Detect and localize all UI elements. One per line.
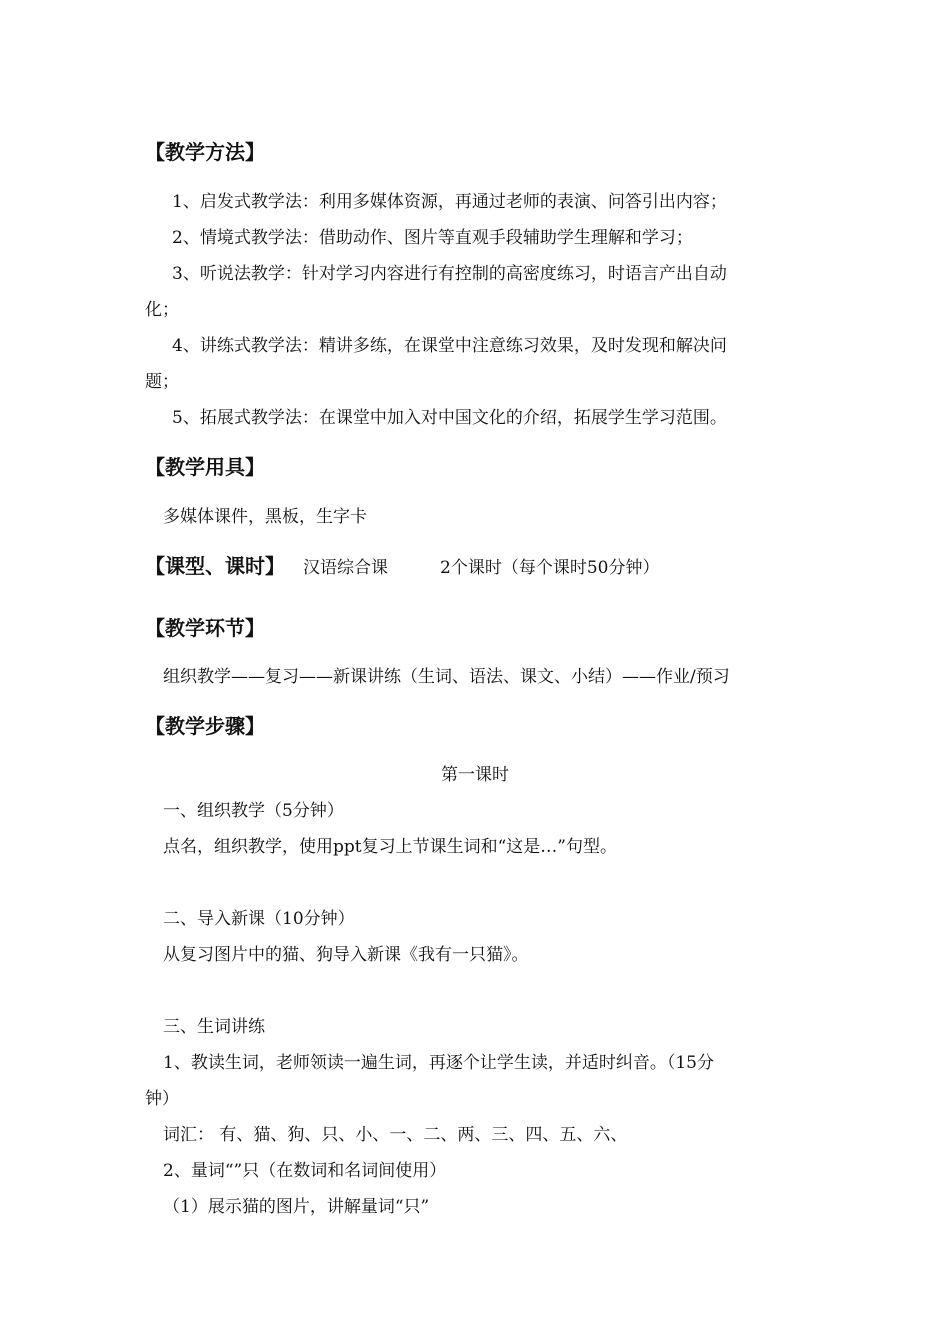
vocab-list: 词汇： 有、猫、狗、只、小、一、二、两、三、四、五、六、	[163, 1125, 628, 1145]
section-heading-tools: 【教学用具】	[145, 455, 265, 479]
stages-text: 组织教学——复习——新课讲练（生词、语法、课文、小结）——作业/预习	[163, 667, 730, 687]
method-item-5: 5、拓展式教学法：在课堂中加入对中国文化的介绍，拓展学生学习范围。	[172, 408, 727, 428]
method-item-1: 1、启发式教学法：利用多媒体资源，再通过老师的表演、问答引出内容；	[172, 192, 727, 212]
step-intro-text: 从复习图片中的猫、狗导入新课《我有一只猫》。	[163, 945, 529, 965]
section-heading-stages: 【教学环节】	[145, 616, 265, 640]
step-intro-title: 二、导入新课（10分钟）	[163, 909, 355, 929]
step-vocab-item-2-sub-1: （1）展示猫的图片，讲解量词“只”	[163, 1197, 430, 1217]
tools-text: 多媒体课件，黑板，生字卡	[163, 507, 367, 527]
section-heading-steps: 【教学步骤】	[145, 714, 265, 738]
lesson-hours-value: 2个课时（每个课时50分钟）	[440, 558, 660, 578]
lesson-type-heading: 【课型、课时】	[145, 554, 285, 578]
step-organize-title: 一、组织教学（5分钟）	[163, 801, 344, 821]
method-item-4-cont: 题；	[145, 372, 179, 392]
step-vocab-item-1-cont: 钟）	[145, 1089, 179, 1109]
method-item-3: 3、听说法教学：针对学习内容进行有控制的高密度练习，时语言产出自动	[172, 264, 727, 284]
step-vocab-title: 三、生词讲练	[163, 1017, 265, 1037]
method-item-3-cont: 化；	[145, 300, 179, 320]
method-item-2: 2、情境式教学法：借助动作、图片等直观手段辅助学生理解和学习；	[172, 228, 693, 248]
step-vocab-item-2: 2、量词“”只（在数词和名词间使用）	[163, 1161, 447, 1181]
step-vocab-item-1: 1、教读生词，老师领读一遍生词，再逐个让学生读，并适时纠音。（15分	[163, 1053, 714, 1073]
step-organize-text: 点名，组织教学，使用ppt复习上节课生词和“这是…”句型。	[163, 837, 617, 857]
method-item-4: 4、讲练式教学法：精讲多练，在课堂中注意练习效果，及时发现和解决问	[172, 336, 727, 356]
session-title: 第一课时	[441, 765, 509, 785]
lesson-type-value: 汉语综合课	[303, 558, 388, 578]
section-heading-lesson-type	[145, 553, 659, 581]
section-heading-methods: 【教学方法】	[145, 140, 265, 164]
